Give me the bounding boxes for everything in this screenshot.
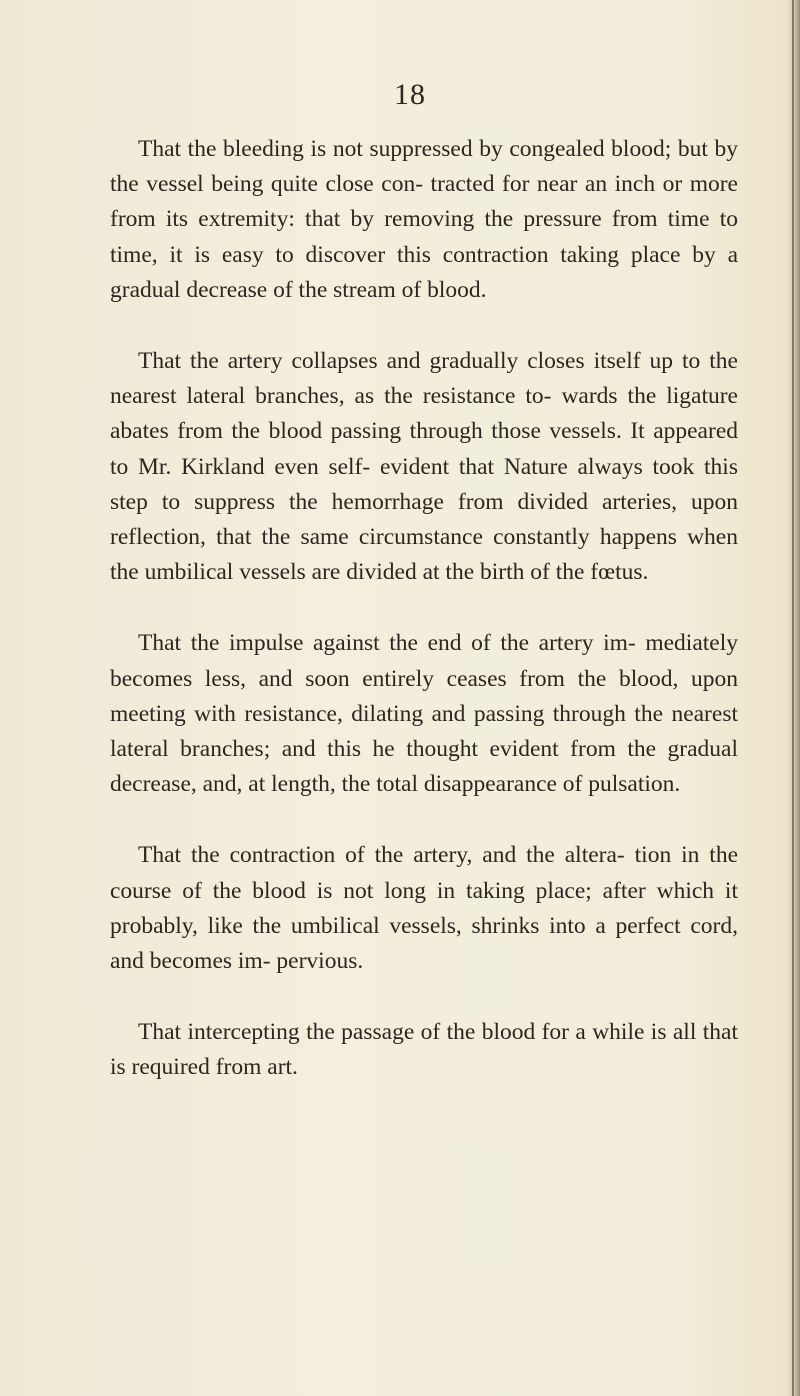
page-edge-line xyxy=(792,0,794,1396)
paragraph-5: That intercepting the passage of the blood for a while is all that is required from art. xyxy=(110,1019,738,1081)
paragraph-4: That the contraction of the artery, and the altera- tion in the course of the blood is not long in taking place; after which it probably, like the umbilical vessels, shrinks into a perfect cord, and becomes im- pervious. xyxy=(110,842,738,975)
paragraph-2: That the artery collapses and gradually closes itself up to the nearest lateral branches, as the resistance to- wards the ligature abates from the blood passing through those vessels. It appeared to Mr. Kirkland even self- evident that Nature always took this step to suppress the hemorrhage from divided arteries, upon reflection, that the same circumstance constantly happens when the umbilical vessels are divided at the birth of the fœtus. xyxy=(110,348,738,586)
body-text xyxy=(110,132,738,1086)
paragraph-3: That the impulse against the end of the artery im- mediately becomes less, and soon entirely ceases from the blood, upon meeting with resistance, dilating and passing through the nearest lateral branches; and this he thought evident from the gradual decrease, and, at length, the total disappearance of pulsation. xyxy=(110,630,738,798)
paragraph-1: That the bleeding is not suppressed by congealed blood; but by the vessel being quite close con- tracted for near an inch or more from its extremity: that by removing the pressure from time to time, it is easy to discover this contraction taking place by a gradual decrease of the stream of blood. xyxy=(110,136,738,303)
page-number: 18 xyxy=(394,78,426,111)
